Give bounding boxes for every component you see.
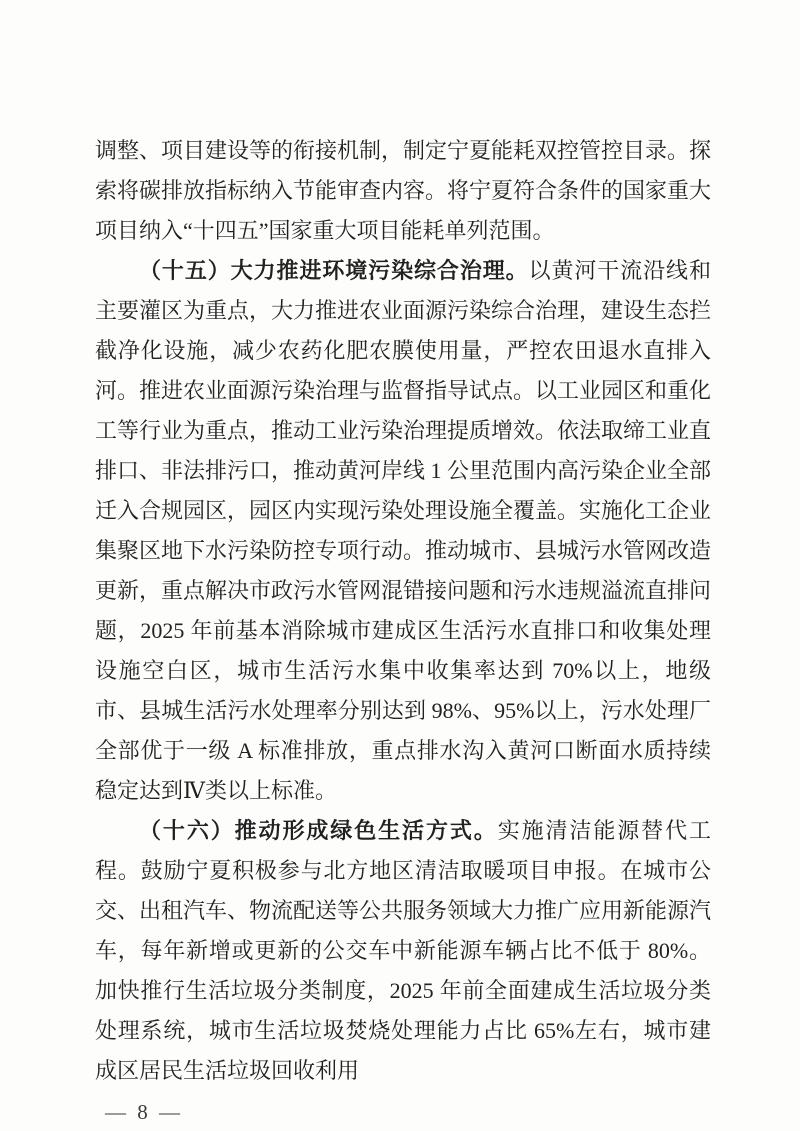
paragraph-continuation xyxy=(95,131,711,251)
section-15-heading: （十五）大力推进环境污染综合治理。 xyxy=(139,258,529,283)
document-content xyxy=(95,131,711,1131)
paragraph-text: 以黄河干流沿线和主要灌区为重点，大力推进农业面源污染综合治理，建设生态拦截净化设施，减少农药化肥农膜使用量，严控农田退水直排入河。推进农业面源污染治理与监督指导试点。以工业园区和重化工等行业为重点，推动工业污染治理提质增效。依法取缔工业直排口、非法排污口，推动黄河岸线 1 公里范围内高污染企业全部迁入合规园区，园区内实现污染处理设施全覆盖。实施化工企业集聚区地下水污染防控专项行动。推动城市、县城污水管网改造更新，重点解决市政污水管网混错接问题和污水违规溢流直排问题，2025 年前基本消除城市建成区生活污水直排口和收集处理设施空白区，城市生活污水集中收集率达到 70%以上，地级市、县城生活污水处理率分别达到 98%、95%以上，污水处理厂全部优于一级 A 标准排放，重点排水沟入黄河口断面水质持续稳定达到Ⅳ类以上标准。 xyxy=(95,258,712,803)
paragraph-section-16 xyxy=(95,811,711,1091)
paragraph-text: 实施清洁能源替代工程。鼓励宁夏积极参与北方地区清洁取暖项目申报。在城市公交、出租汽车、物流配送等公共服务领域大力推广应用新能源汽车，每年新增或更新的公交车中新能源车辆占比不低于 80%。加快推行生活垃圾分类制度，2025 年前全面建成生活垃圾分类处理系统，城市生活垃圾焚烧处理能力占比 65%左右，城市建成区居民生活垃圾回收利用 xyxy=(95,818,712,1083)
page-number: — 8 — xyxy=(105,1100,183,1124)
section-16-heading: （十六）推动形成绿色生活方式。 xyxy=(139,818,498,843)
paragraph-text: 调整、项目建设等的衔接机制，制定宁夏能耗双控管控目录。探索将碳排放指标纳入节能审查内容。将宁夏符合条件的国家重大项目纳入“十四五”国家重大项目能耗单列范围。 xyxy=(95,138,712,243)
paragraph-section-15 xyxy=(95,251,711,811)
